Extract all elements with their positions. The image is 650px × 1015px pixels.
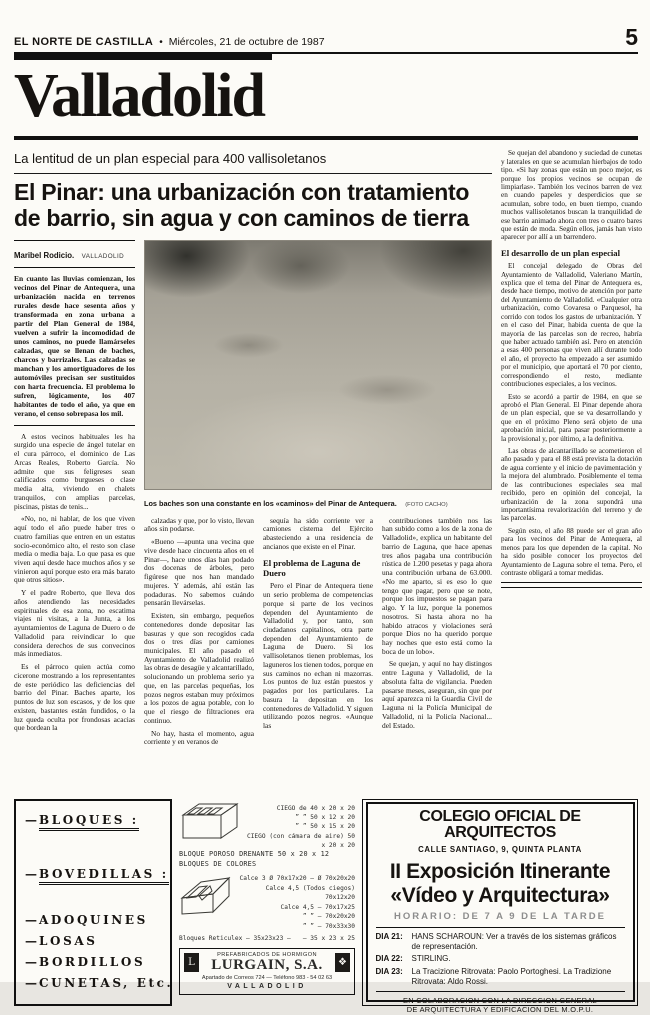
article-column-2 xyxy=(144,517,254,785)
subhead-laguna: El problema de Laguna de Duero xyxy=(263,557,361,578)
dash-bullet-icon: — xyxy=(25,912,37,927)
day-text: STIRLING. xyxy=(411,954,451,964)
lurgain-city: VALLADOLID xyxy=(227,983,307,991)
lurgain-calce-lines xyxy=(234,874,355,932)
article-column-5 xyxy=(501,149,642,771)
article-paragraph: Y el padre Roberto, que lleva dos años atendiendo las necesidades espirituales de esa zona, no escatima viajes ni visitas, a la Junta, a los ayuntamientos de Laguna de Duero o de Valladolid para reivindicar lo que considera derechos de sus convecinos más inmediatos. xyxy=(14,588,135,659)
expo-day-row xyxy=(376,954,625,964)
article-paragraph: «Bueno —apunta una vecina que vive desde hace cincuenta años en el Pinar—, hace unos días han podado dos docenas de árboles, pero figúrese que nos han mandado mujeres. Y además, ahí están las podaduras. No sabemos cuándo pensarán llevárselas. xyxy=(144,537,254,608)
day-label: DIA 23: xyxy=(375,967,403,977)
article-main-zone xyxy=(14,149,492,790)
materials-ad-item xyxy=(25,955,161,969)
architects-footer xyxy=(376,991,625,1015)
section-masthead: Valladolid xyxy=(14,62,264,130)
materials-item-label: CUNETAS, Etc. xyxy=(39,975,174,990)
article-paragraph: A estos vecinos habituales les ha surgido una especie de ángel tutelar en el cura párroco, el dominico de Las Arcas Reales, Roberto García. No admite que sus feligreses sean calificados como burgueses o clase media alta, viviendo en chalets tranquilos, con amplias parcelas, piscinas, pistas de tenis... xyxy=(14,431,135,511)
materials-ad-item xyxy=(25,866,169,885)
day-text: La Tracizione Ritrovata: Paolo Portoghesi. La Tradizione Ritrovata: Aldo Rossi. xyxy=(411,967,612,986)
article-paragraph: El concejal delegado de Obras del Ayuntamiento de Valladolid, Valeriano Martín, explica que el tema del Pinar de Antequera es, desde hace tiempo, motivo de atención por parte del Ayuntamiento de Valladolid. «Cualquier otra urbanización, como Covaresa o Parquesol, ha corrido con todos los gastos de urbanización. Y en el caso del Pinar, habida cuenta de que la mayoría de las parcelas son de recreo, habría que haber actuado también así. Pero en atención a esas 400 personas que viven allí durante todo el año, el proyecto ha empezado a ser asumido por el municipio, que aportará el 70 por ciento, correspondiendo el resto, mediante contribuciones especiales, a los vecinos. xyxy=(501,262,642,389)
materials-item-label: LOSAS xyxy=(39,933,98,948)
article-body-row xyxy=(14,240,492,790)
calce-line: Calce 3 Ø 70x17x20 — Ø 70x20x20 xyxy=(239,874,355,882)
lurgain-logo-right-icon: ❖ xyxy=(335,953,350,972)
article-paragraph: Existen, sin embargo, pequeños contenedores donde depositar las basuras y que son recogidos cada dos o tres días por camiones municipales. El año pasado el Ayuntamiento de Valladolid realizó las obras de desagüe y alcantarillado, solucionando un problema serio ya que, en las parcelas pequeñas, los pozos negros estaban muy próximos a los pozos de agua potable, con lo que el riesgo de filtraciones era continuo. xyxy=(144,611,254,725)
newspaper-name: EL NORTE DE CASTILLA xyxy=(14,36,154,48)
day-label: DIA 21: xyxy=(375,932,403,942)
materials-ad-item xyxy=(25,975,174,990)
expo-days xyxy=(376,927,625,989)
lurgain-company-name: LURGAIN, S.A. xyxy=(211,956,323,973)
expo-schedule: HORARIO: DE 7 A 9 DE LA TARDE xyxy=(394,911,606,923)
photo-zone xyxy=(144,240,492,790)
article-paragraph: Pero el Pinar de Antequera tiene un serio problema de competencias porque si parte de los vecinos dependen del Ayuntamiento de Valladolid y, por tanto, son ciudadanos capitalinos, otra parte dependen del Ayuntamiento de Laguna de Duero. Si los vallisoletanos tienen problemas, los laguneros los tienen todos, porque en sus caminos no echan ni mazorras. Los puntos de luz están puestos y pagados por los particulares. La basura la depositan en los contenedores de Valladolid. Y siguen utilizando pozos negros. «Aunque las xyxy=(263,581,374,731)
photo-credit: (FOTO CACHO) xyxy=(405,501,448,508)
calce-line: ” ” – 70x20x20 xyxy=(302,913,355,921)
article-paragraph: Las obras de alcantarillado se acometieron el año pasado y para el 88 está prevista la dotación de agua corriente y el inicio de pavimentación y la mejora del alumbrado. Posiblemente el tema de las contribuciones especiales sea mal recibido, pero en opinión del concejal, la urbanización de la zona supondrá una importantísima revalorización del terreno y de las parcelas. xyxy=(501,447,642,523)
page-number: 5 xyxy=(625,24,638,50)
reticulex-left: Bloques Reticulex – 35x23x23 — xyxy=(179,934,291,942)
architects-title: COLEGIO OFICIAL DE ARQUITECTOS xyxy=(419,808,581,842)
spec-line: BLOQUES DE COLORES xyxy=(179,860,257,869)
footer-line-2: DE ARQUITECTURA Y EDIFICACION DEL M.O.P.U. xyxy=(406,1005,594,1015)
article-column-3 xyxy=(263,517,373,785)
dash-bullet-icon: — xyxy=(25,866,37,881)
headline-line-1: El Pinar: una urbanización con tratamiento xyxy=(14,179,470,206)
spec-line: BLOQUE POROSO DRENANTE 50 x 20 x 12 xyxy=(179,850,330,859)
calce-line: ” ” – 70x33x30 xyxy=(302,922,355,930)
article-lead: En cuanto las lluvias comienzan, los vecinos del Pinar de Antequera, una urbanización nacida en terrenos rurales desde hace sesenta años y transformada en zona urbana a partir del Plan General de 1984, vuelven a sufrir la incomodidad de unos caminos, no puede llamárseles calzadas, que se llenan de baches, charcos y barrizales. Las calzadas se manchan y los amortiguadores de los automóviles precisan ser sustituidos con harta frecuencia. El problema lo sufren, lógicamente, los 407 habitantes de todo el año, ya que en verano, el censo sobrepasa los mil. xyxy=(14,274,135,426)
lurgain-spec-lines xyxy=(241,801,355,850)
article-paragraph: contribuciones también nos las han subido como a los de la zona de Valladolid», explica un habitante del barrio de Laguna, que hace apenas tres años pagaba una contribución rústica de 1.200 pesetas y paga ahora una contribución urbana de 63.000. «No me aparto, si es eso lo que tengo que pagar, pero que se note, porque los impuestos se pagan para algo. Y la luz, porque la ponemos nosotros. Si hasta ahora no ha habido atracos y violaciones será porque Dios no ha querido porque hay noches que esto está como la boca de un lobo». xyxy=(382,515,492,656)
lurgain-spec-top xyxy=(179,801,355,850)
expo-line-2: «Vídeo y Arquitectura» xyxy=(390,883,610,907)
calce-line: Calce 4,5 (Todos ciegos) 70x12x20 xyxy=(265,884,355,902)
issue-date: Miércoles, 21 de octubre de 1987 xyxy=(168,36,325,48)
dash-bullet-icon: — xyxy=(25,954,37,969)
materials-ad-item xyxy=(25,813,161,831)
calce-block-diagram-icon xyxy=(179,874,234,916)
architects-address: CALLE SANTIAGO, 9, QUINTA PLANTA xyxy=(418,845,582,855)
article-photo xyxy=(144,240,492,490)
header-rule xyxy=(14,52,638,61)
lurgain-mid xyxy=(204,952,330,974)
lower-columns xyxy=(144,517,492,785)
article-headline xyxy=(14,173,492,232)
expo-title xyxy=(376,860,625,907)
article-paragraph: sequía ha sido corriente ver a camiones cisterna del Ejército abasteciendo a una residencia de ancianos que existe en el Pinar. xyxy=(263,515,373,551)
materials-ad-item xyxy=(25,913,161,927)
article-paragraph: Se quejan del abandono y suciedad de cunetas y laterales en que se acumulan hierbajos de todo tipo. «Si hay zonas que están un poco mejor, es porque los propios vecinos se ocupan de limpiarlas». También los vecinos barren de vez en cuando papeles y desperdicios que se acumulan, sobre todo, en buen tiempo, cuando muchos vallisoletanos buscan la tranquilidad de ese barrio animado ahora con tres o cuatro bares que están de moda. Según ellos, jamás han visto aparecer por allí a un barrendero. xyxy=(501,149,642,242)
article-end-rule xyxy=(501,582,642,588)
byline xyxy=(14,240,135,268)
article-paragraph: «No, no, ni hablar, de los que viven aquí todo el año puede haber tres o cuatro familias que entren en un estatus socio-económico alto, el resto son clase media o media baja. Lo que pasa es que viven aquí desde hace muchos años y se vinieron aquí porque esto era más barato que otros sitios». xyxy=(14,514,135,585)
headline-line-2: de barrio, sin agua y con caminos de tierra xyxy=(14,204,469,231)
lurgain-inner xyxy=(184,952,350,974)
materials-item-label: BORDILLOS xyxy=(39,954,146,969)
photo-caption xyxy=(144,493,492,511)
article-paragraph: Según esto, el año 88 puede ser el gran año para los vecinos del Pinar de Antequera, al menos para los que dependen de la capital. No ha sido posible conocer los proyectos del Ayuntamiento de Laguna sobre el tema. Pero, el contraste obligará a tomar medidas. xyxy=(501,526,642,577)
article-paragraph: Esto se acordó a partir de 1984, en que se aprobó el Plan General. El Pinar depende ahora de un plan especial, que se va desarrollando y que en el próximo Pleno será objeto de una aprobación inicial, para pasar posteriormente a la provisional y, por último, a la definitiva. xyxy=(501,392,642,443)
spec-line: CIEGO de 40 x 20 x 20 xyxy=(276,804,355,812)
masthead-rule xyxy=(14,136,638,140)
lurgain-reticulex-line xyxy=(179,935,355,942)
kicker: La lentitud de un plan especial para 400 vallisoletanos xyxy=(14,151,327,167)
calce-line: Calce 4,5 – 70x17x25 xyxy=(280,903,355,911)
article-region xyxy=(14,149,642,790)
subhead-plan: El desarrollo de un plan especial xyxy=(501,247,620,258)
lurgain-logo-left-icon: L xyxy=(184,953,199,972)
architects-ad xyxy=(362,799,638,1015)
byline-author: Maribel Rodicio. xyxy=(14,250,75,260)
lurgain-tagline: PREFABRICADOS DE HORMIGON xyxy=(217,951,317,958)
article-paragraph: calzadas y que, por lo visto, llevan años sin podarse. xyxy=(144,515,254,534)
lurgain-calce-zone xyxy=(179,874,355,932)
materials-item-label: ADOQUINES xyxy=(39,912,148,927)
day-text: HANS SCHAROUN: Ver a través de los sistemas gráficos de representación. xyxy=(411,932,617,951)
lurgain-address: Apartado de Correos 724 — Teléfono 983 - 54 02 63 xyxy=(201,975,333,982)
materials-ad-item xyxy=(25,934,161,948)
materials-ad xyxy=(14,799,172,1006)
article-column-1 xyxy=(14,240,135,790)
materials-item-label: BOVEDILLAS : xyxy=(39,867,169,885)
spec-line: ” ” 50 x 15 x 20 xyxy=(295,823,355,831)
architects-ad-inner xyxy=(366,802,635,1015)
materials-item-label: BLOQUES : xyxy=(39,813,139,831)
concrete-block-diagram-icon xyxy=(179,801,241,841)
expo-day-row xyxy=(376,967,625,986)
article-paragraph: Es el párroco quien actúa como cicerone mostrando a los representantes de este periódico las deficiencias del barrio del Pinar. Baches aparte, los puntos de luz son escasos, y de los que existen, bastantes están fundidos, o la luz queda oculta por frondosas acacias que bordean la xyxy=(14,662,135,733)
dash-bullet-icon: — xyxy=(25,975,37,990)
separator-dot-icon: • xyxy=(159,37,163,48)
spec-line: ” ” 50 x 12 x 20 xyxy=(295,814,355,822)
lurgain-ad xyxy=(179,799,355,1006)
footer-line-1: EN COLABORACION CON LA DIRECCION GENERAL xyxy=(403,996,597,1006)
day-label: DIA 22: xyxy=(375,954,403,964)
page-header xyxy=(14,26,638,49)
article-paragraph: No hay, hasta el momento, agua corriente y en veranos de xyxy=(144,728,254,747)
photo-caption-text: Los baches son una constante en los «caminos» del Pinar de Antequera. xyxy=(144,498,397,508)
article-column-4 xyxy=(382,517,492,785)
byline-location: VALLADOLID xyxy=(81,252,125,260)
spec-line: CIEGO (con cámara de aire) 50 x 20 x 20 xyxy=(246,832,355,849)
dash-bullet-icon: — xyxy=(25,933,37,948)
expo-day-row xyxy=(376,932,625,951)
reticulex-right: – 35 x 23 x 25 xyxy=(302,934,355,942)
lurgain-company-box xyxy=(179,948,355,996)
ads-region xyxy=(14,799,638,1015)
dash-bullet-icon: — xyxy=(25,812,37,827)
expo-line-1: II Exposición Itinerante xyxy=(389,860,611,884)
article-paragraph: Se quejan, y aquí no hay distingos entre Laguna y Valladolid, de la absoluta falta de vigilancia. Pueden pasarse meses, aseguran, sin que por aquí aparezca ni la Guardia Civil de Laguna ni la Policía Municipal de Valladolid, ni la Policía Nacional... del Estado. xyxy=(382,659,492,730)
